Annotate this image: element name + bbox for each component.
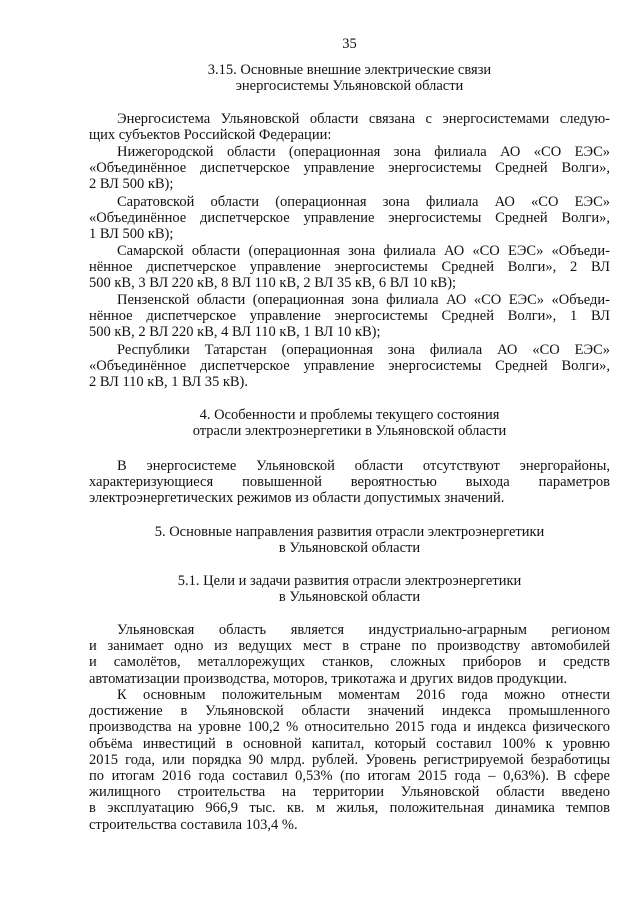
text-line: К основным положительным моментам 2016 года можно отнести: [117, 687, 610, 703]
text-line: Саратовской области (операционная зона филиала АО «СО ЕЭС»: [117, 194, 610, 210]
text-line: жилищного строительства на территории Ульяновской области введено: [89, 784, 610, 801]
heading-line: энергосистемы Ульяновской области: [235, 78, 464, 94]
text-line: 500 кВ, 2 ВЛ 220 кВ, 4 ВЛ 110 кВ, 1 ВЛ 10 кВ);: [89, 324, 381, 341]
text-line: 500 кВ, 3 ВЛ 220 кВ, 8 ВЛ 110 кВ, 2 ВЛ 35 кВ, 6 ВЛ 10 кВ);: [89, 275, 457, 292]
text-line: «Объединённое диспетчерское управление энергосистемы Средней Волги»,: [89, 210, 610, 227]
text-line: автоматизации производства, моторов, трикотажа и других видов продукции.: [89, 670, 568, 687]
text-line: производства на уровне 100,2 % относительно 2015 года и индекса физического: [89, 719, 610, 736]
heading-line: 3.15. Основные внешние электрические связи: [207, 62, 492, 78]
heading-line: в Ульяновской области: [278, 589, 421, 605]
paragraph-saratovskaya: [89, 194, 610, 243]
heading-5-1: [89, 573, 610, 605]
text-line: 1 ВЛ 500 кВ);: [89, 226, 174, 243]
paragraph-section-4: [89, 458, 610, 507]
text-line: электроэнергетических режимов из области допустимых значений.: [89, 490, 505, 507]
text-line: Республики Татарстан (операционная зона филиала АО «СО ЕЭС»: [117, 342, 610, 358]
page-number: 35: [342, 36, 357, 52]
heading-line: 4. Особенности и проблемы текущего состояния: [199, 407, 500, 423]
paragraph-nizhegorodskaya: [89, 144, 610, 193]
text-line: 2015 года, или порядка 90 млрд. рублей. Уровень регистрируемой безработицы: [89, 751, 610, 768]
paragraph-tatarstan: [89, 342, 610, 391]
text-line: объёма инвестиций в основной капитал, который составил 100% к уровню: [89, 735, 610, 752]
text-line: характеризующиеся повышенной вероятностью выхода параметров: [89, 474, 610, 491]
heading-line: в Ульяновской области: [278, 540, 421, 556]
heading-line: 5.1. Цели и задачи развития отрасли электроэнергетики: [177, 573, 522, 589]
text-line: щих субъектов Российской Федерации:: [89, 127, 332, 144]
text-line: Энергосистема Ульяновской области связана с энергосистемами следую-: [117, 111, 610, 127]
text-line: нённое диспетчерское управление энергосистемы Средней Волги», 1 ВЛ: [89, 308, 610, 325]
heading-3-15: [89, 62, 610, 94]
text-line: по итогам 2016 года составил 0,53% (по итогам 2015 года – 0,63%). В сфере: [89, 768, 610, 785]
text-line: нённое диспетчерское управление энергосистемы Средней Волги», 2 ВЛ: [89, 259, 610, 276]
text-line: достижение в Ульяновской области значений индекса промышленного: [89, 703, 610, 720]
text-line: «Объединённое диспетчерское управление энергосистемы Средней Волги»,: [89, 160, 610, 177]
paragraph-region: [89, 622, 610, 687]
heading-4: [89, 407, 610, 439]
text-line: и занимает одно из ведущих мест в стране по производству автомобилей: [89, 638, 610, 655]
text-line: в эксплуатацию 966,9 тыс. кв. м жилья, положительная динамика темпов: [89, 800, 610, 817]
text-line: «Объединённое диспетчерское управление энергосистемы Средней Волги»,: [89, 358, 610, 375]
text-line: Ульяновская область является индустриально-аграрным регионом: [117, 622, 610, 638]
heading-5: [89, 524, 610, 556]
text-line: Нижегородской области (операционная зона филиала АО «СО ЕЭС»: [117, 144, 610, 160]
text-line: 2 ВЛ 500 кВ);: [89, 176, 174, 193]
text-line: В энергосистеме Ульяновской области отсутствуют энергорайоны,: [117, 458, 610, 474]
heading-line: 5. Основные направления развития отрасли электроэнергетики: [154, 524, 545, 540]
text-line: Самарской области (операционная зона филиала АО «СО ЕЭС» «Объеди-: [117, 243, 610, 259]
text-line: строительства составила 103,4 %.: [89, 816, 298, 833]
text-line: и самолётов, металлорежущих станков, сложных приборов и средств: [89, 654, 610, 671]
heading-line: отрасли электроэнергетики в Ульяновской области: [192, 423, 507, 439]
paragraph-penzenskaya: [89, 292, 610, 341]
text-line: 2 ВЛ 110 кВ, 1 ВЛ 35 кВ).: [89, 374, 249, 391]
paragraph-2016: [89, 687, 610, 833]
text-line: Пензенской области (операционная зона филиала АО «СО ЕЭС» «Объеди-: [117, 292, 610, 308]
paragraph-samarskaya: [89, 243, 610, 292]
paragraph-intro: [89, 111, 610, 143]
